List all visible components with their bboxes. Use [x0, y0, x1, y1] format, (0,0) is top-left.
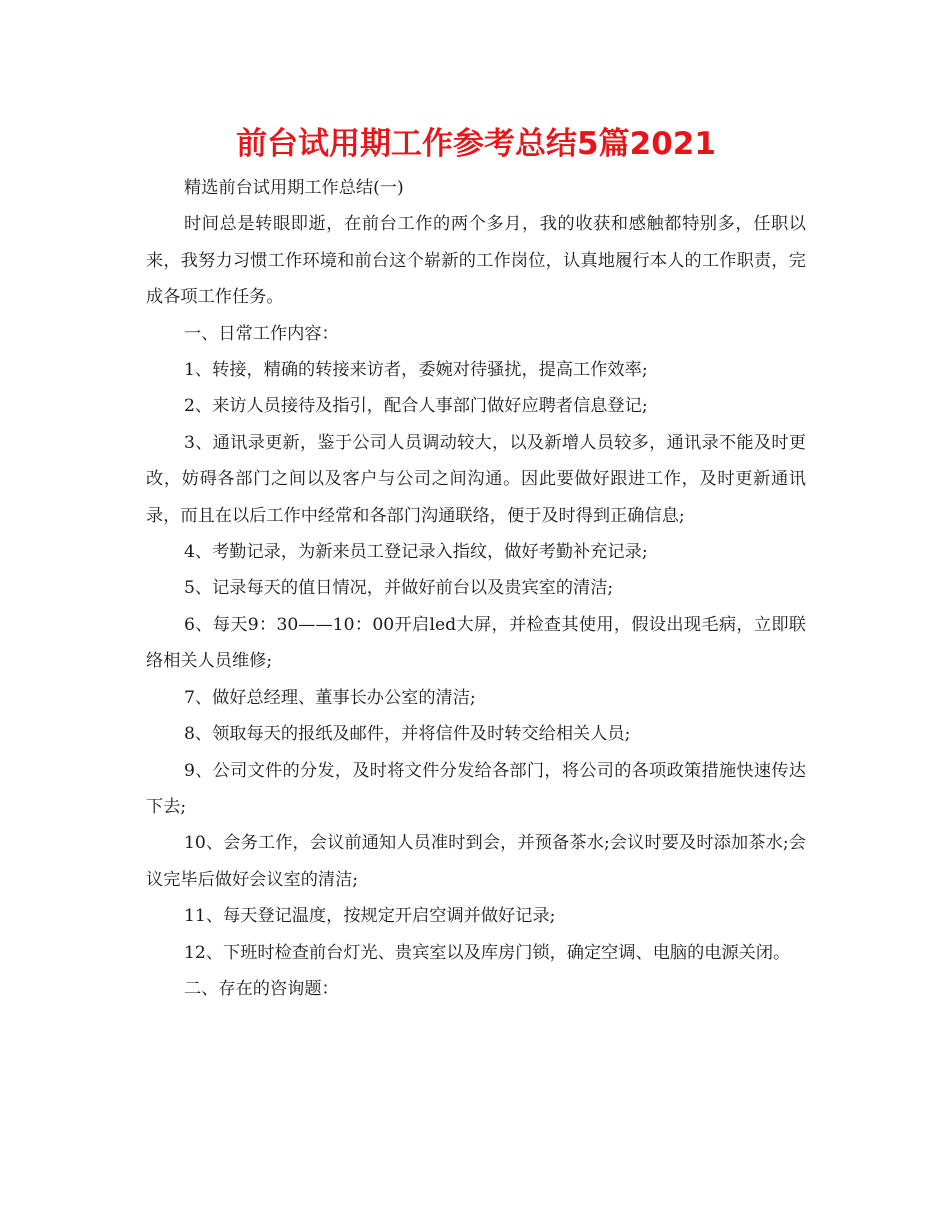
list-item: 3、通讯录更新，鉴于公司人员调动较大，以及新增人员较多，通讯录不能及时更改，妨碍各部门之间以及客户与公司之间沟通。因此要做好跟进工作，及时更新通讯录，而且在以后工作中经常和各部门沟通联络，便于及时得到正确信息; — [146, 432, 806, 526]
list-item: 5、记录每天的值日情况，并做好前台以及贵宾室的清洁; — [184, 578, 614, 599]
intro-paragraph: 时间总是转眼即逝，在前台工作的两个多月，我的收获和感触都特别多，任职以来，我努力习惯工作环境和前台这个崭新的工作岗位，认真地履行本人的工作职责，完成各项工作任务。 — [146, 214, 806, 308]
section-heading-problems: 二、存在的咨询题： — [184, 978, 339, 999]
section-heading-1: 精选前台试用期工作总结(一) — [184, 178, 404, 198]
list-item: 11、每天登记温度，按规定开启空调并做好记录; — [184, 906, 556, 927]
document-title: 前台试用期工作参考总结5篇2021 — [236, 126, 716, 162]
list-item: 9、公司文件的分发，及时将文件分发给各部门，将公司的各项政策措施快速传达下去; — [146, 760, 806, 817]
list-item: 8、领取每天的报纸及邮件，并将信件及时转交给相关人员; — [184, 724, 631, 745]
list-item: 4、考勤记录，为新来员工登记录入指纹，做好考勤补充记录; — [184, 542, 648, 563]
list-item: 7、做好总经理、董事长办公室的清洁; — [184, 687, 476, 708]
list-item: 10、会务工作，会议前通知人员准时到会，并预备茶水;会议时要及时添加茶水;会议完毕后做好会议室的清洁; — [146, 833, 806, 890]
list-item: 2、来访人员接待及指引，配合人事部门做好应聘者信息登记; — [184, 396, 648, 417]
document-page — [146, 118, 806, 1007]
section-heading-daily-work: 一、日常工作内容： — [184, 323, 339, 344]
list-item: 1、转接，精确的转接来访者，委婉对待骚扰，提高工作效率; — [184, 360, 648, 381]
list-item: 6、每天9：30——10：00开启led大屏，并检查其使用，假设出现毛病，立即联络相关人员维修; — [146, 614, 806, 672]
list-item: 12、下班时检查前台灯光、贵宾室以及库房门锁，确定空调、电脑的电源关闭。 — [184, 942, 791, 963]
